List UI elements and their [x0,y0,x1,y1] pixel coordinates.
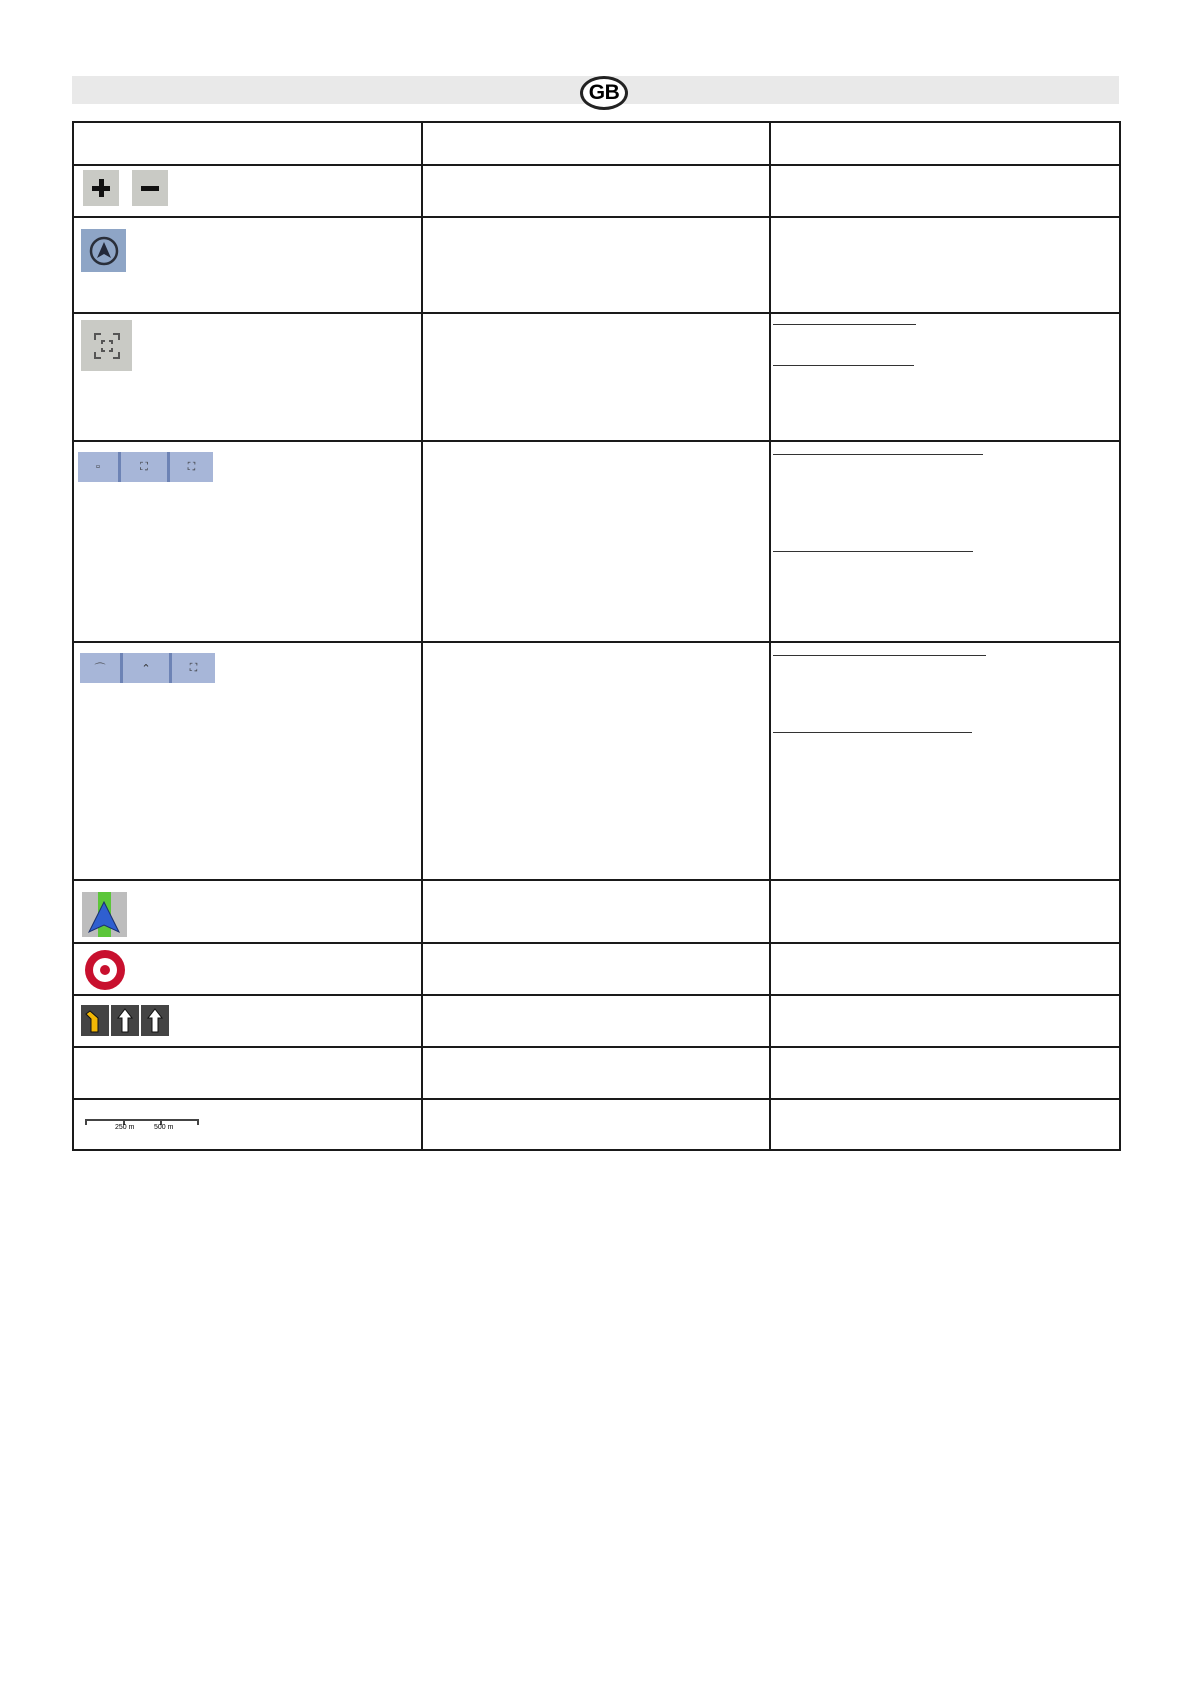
icon-cell [73,880,422,943]
destination-marker-icon [84,949,126,991]
action-cell [422,880,770,943]
current-position-marker-icon [82,892,127,937]
icon-cell [73,313,422,441]
lane-turn-left-icon [81,1005,109,1036]
function-cell [770,165,1120,217]
zoom-level-3-icon[interactable]: ⛶ [170,452,213,482]
table-row [73,165,1120,217]
link-underline [773,324,916,325]
fit-to-screen-icon[interactable] [81,320,132,371]
scale-label: 500 m [154,1124,174,1131]
action-cell [422,217,770,313]
zoom-level-1-icon[interactable]: ▫ [78,452,118,482]
function-cell [770,642,1120,880]
action-cell [422,642,770,880]
table-row [73,880,1120,943]
map-scale-bar-icon [85,1119,199,1139]
icon-cell [73,943,422,995]
action-cell [422,441,770,642]
table-row [73,1047,1120,1099]
table-row [73,313,1120,441]
action-cell [422,313,770,441]
link-underline [773,732,972,733]
link-underline [773,551,973,552]
table-row [73,642,1120,880]
action-cell [422,165,770,217]
zoom-level-2-icon[interactable]: ⛶ [121,452,167,482]
action-cell [422,1047,770,1099]
link-underline [773,655,986,656]
lane-straight-icon [111,1005,139,1036]
icon-cell [73,1099,422,1150]
tilt-level-2-icon[interactable]: ⌃ [123,653,169,683]
action-cell [422,943,770,995]
table-row [73,1099,1120,1150]
lane-straight-icon [141,1005,169,1036]
icon-cell [73,441,422,642]
function-cell [770,217,1120,313]
icon-cell [73,1047,422,1099]
zoom-in-icon[interactable] [83,170,119,206]
table-row [73,995,1120,1047]
country-badge: GB [580,76,628,110]
function-cell [770,1099,1120,1150]
function-cell [770,943,1120,995]
table-header-row [73,122,1120,165]
header-cell [422,122,770,165]
table-row [73,217,1120,313]
zoom-out-icon[interactable] [132,170,168,206]
header-cell [73,122,422,165]
header-cell [770,122,1120,165]
function-cell [770,880,1120,943]
action-cell [422,995,770,1047]
function-cell [770,995,1120,1047]
function-cell [770,313,1120,441]
table-row [73,441,1120,642]
navigation-arrow-icon[interactable] [81,229,126,272]
tilt-level-3-icon[interactable]: ⛶ [172,653,215,683]
table-row [73,943,1120,995]
link-underline [773,365,914,366]
function-cell [770,441,1120,642]
scale-label: 250 m [115,1124,135,1131]
tilt-level-1-icon[interactable]: ⌒ [80,653,120,683]
controls-table [72,121,1121,1151]
action-cell [422,1099,770,1150]
link-underline [773,454,983,455]
icon-cell [73,995,422,1047]
icon-cell [73,217,422,313]
icon-cell [73,165,422,217]
function-cell [770,1047,1120,1099]
icon-cell [73,642,422,880]
